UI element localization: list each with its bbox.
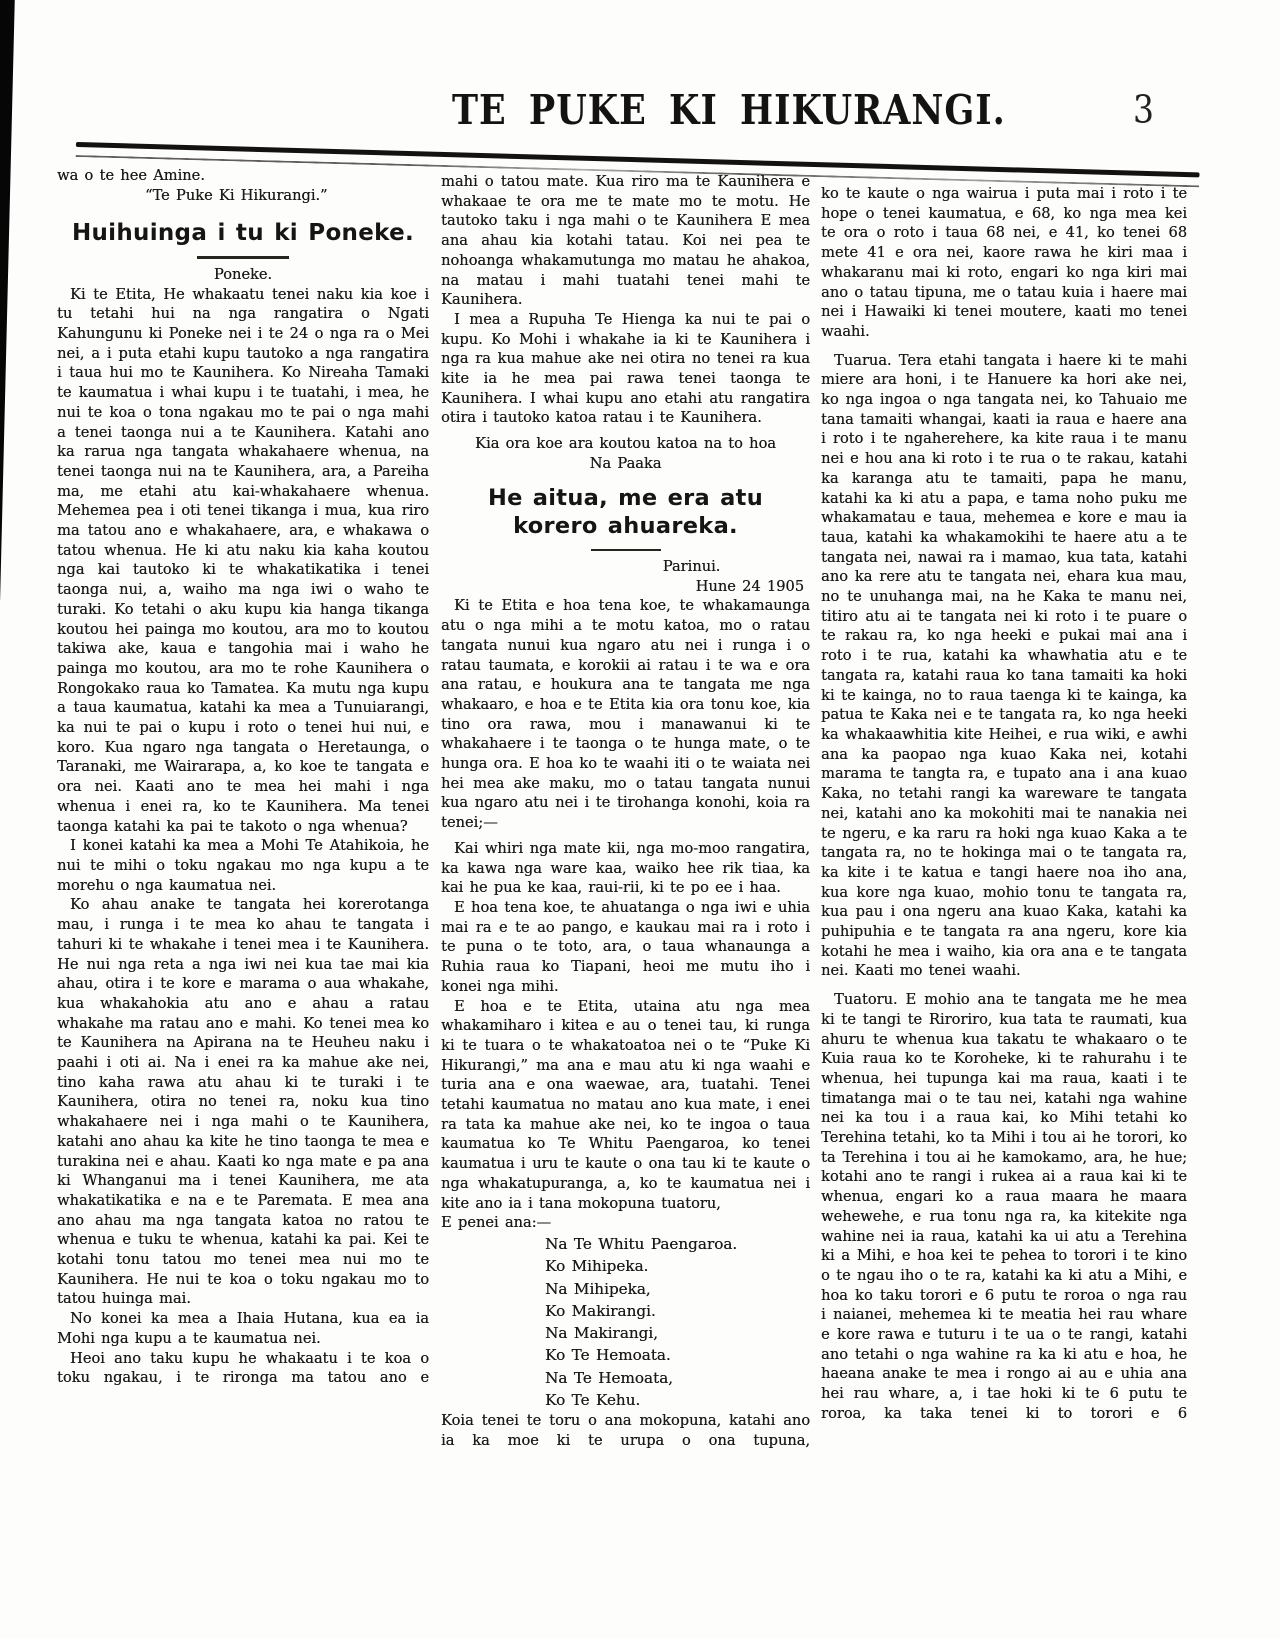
article2-tuarua-paragraph: Tuarua. Tera etahi tangata i haere ki te mahi miere ara honi, i te Hanuere ka hori ake nei, ko nga ingoa o nga tangata nei, ko Tahuaio me tana tamaiti whangai, kaati ia raua e haere ana i roto i te ngaherehere, ka kite raua i te manu nei e hou ana ki roto i te rua o te rakau, katahi ka karanga atu te tamaiti, papa he manu, katahi ka ki atu a papa, e tama noho puku me whakamatau e taua, mehemea e kore e mau ia taua, katahi ka whakamokihi te haere atu a te tangata nei, nawai ra i mamao, kua tata, katahi ano ka rere atu te tangata nei, ehara kua mau, no te unuhanga mai, na he Kaka te manu nei, titiro atu ai te tangata nei ki roto i te puare o te rakau ra, ko nga heeki e pukai mai ana i roto i te rua, katahi ka whawhatia atu e te tangata ra, katahi raua ko tana tamaiti ka hoki ki te kainga, no to raua taenga ki te kainga, ka patua te Kaka nei e te tangata ra, ko nga heeki ka whakaawhitia kite Heihei, e rua wiki, e awhi ana ka paopao nga kuao Kaka nei, kotahi marama te tangta ra, e tupato ana i ana kuao Kaka, no tetahi rangi ka wareware te tangata nei, katahi ano ka mokohiti mai te nanakia nei te ngeru, e ka raru ra hoki nga kuao Kaka a te tangata ra, no te hokinga mai o te tangata ra, ka kite i te katua e tangi haere noa iho ana, kua kore nga kuao, mohio tonu te tangata ra, kua pau i ona ngeru ana kuao Kaka, katahi ka puhipuhia e te tangata ra ana ngeru, kore kia kotahi he mea i waiho, kia ora ana e te tangata nei. Kaati mo tenei waahi. [821, 351, 1187, 980]
article2-paragraph: E hoa e te Etita, utaina atu nga mea whakamiharo i kitea e au o tenei tau, ki runga ki te tuara o te whakatoatoa nei o te “Puke Ki Hikurangi,” ma ana e mau atu ki nga waahi e turia ana e ona waewae, ara, tuatahi. Tenei tetahi kaumatua no matau ano kua mate, i enei ra tata ka mahue ake nei, ko te ingoa o taua kaumatua ko Te Whitu Paengaroa, ko tenei kaumatua i uru te kaute o ona tau ki te kaute o nga whakatupuranga, a, ko te kaumatua nei i kite ano ia i tana mokopuna tuatoru, [441, 997, 810, 1212]
article1-paragraph: Ko ahau anake te tangata hei korerotanga mau, i runga i te mea ko ahau te tangata i tahuri ki te whakahe i tenei mea i te Kaunihera. He nui nga reta a nga iwi nei kua tae mai kia ahau, otira i te kore e marama o aua whakahe, kua whakahokia atu ano e ahau a ratau whakahe ma ratau ano e mahi. Ko tenei mea ko te Kaunihera na Apirana na te Heuheu naku i paahi i oti ai. Na i enei ra ka mahue ake nei, tino kaha rawa atu ahau ki te turaki i te Kaunihera, otira no tenei ra, noku kua tino whakahaere nei i nga mahi o te Kaunihera, katahi ano ahau ka kite he tino taonga te mea e turakina nei e ahau. Kaati ko nga mate e pa ana ki Whanganui ma i tenei Kaunihera, me ata whakatikatika e na e te Paremata. E mea ana ano ahau ma nga tangata katoa no ratou te whenua e tuku te whenua, katahi ka pai. Kei te kotahi tonu tatou mo tenei mea nui mo te Kaunihera. He nui te koa o toku ngakau mo to tatou huinga mai. [57, 896, 429, 1308]
article1-continuation-paragraph: I mea a Rupuha Te Hienga ka nui te pai o kupu. Ko Mohi i whakahe ia ki te Kaunihera i nga ra kua mahue ake nei otira no tenei ra kua kite ia he mea pai rawa tenei taonga te Kaunihera. I whai kupu ano etahi atu rangatira otira i tautoko katoa ratau i te Kaunihera. [441, 310, 810, 427]
carryover-line: wa o te hee Amine. [57, 167, 205, 184]
scan-artifact-bar [0, 0, 15, 600]
article1-paragraph: No konei ka mea a Ihaia Hutana, kua ea ia Mohi nga kupu a te kaumatua nei. [57, 1310, 429, 1347]
article2-waiata-paragraph: Kai whiri nga mate kii, nga mo-moo rangatira, ka kawa nga ware kaa, waiko hee rik tiaa, ka kai he pua ke kaa, raui-rii, ki te po ee i haa. [441, 839, 810, 897]
genealogy-line: Na Makirangi, [545, 1324, 658, 1343]
article1-heading-rule [197, 256, 289, 259]
article2-tuatoru-paragraph: Tuatoru. E mohio ana te tangata me he mea ki te tangi te Riroriro, kua tata te raumati, kua ahuru te whenua kua takatu te whakaaro o te Kuia raua ko te Koroheke, ki te rahurahu i te whenua, hei tupunga kai ma raua, kaati i te timatanga mai o te tau nei, katahi nga wahine nei ka tou i a raua kai, ko Mihi tetahi ko Terehina tetahi, ko ta Mihi i tou ai he torori, ko ta Terehina i tou ai he kamokamo, ara, he hue; kotahi ano te rangi i rukea ai a raua kai ki te whenua, engari ko a raua maara he maara wehewehe, e rua tonu nga ra, ka kitekite nga wahine nei ia raua, katahi ka ui atu a Terehina ki a Mihi, e hoa kei te pehea to torori i te kino o te ngau iho o te ra, katahi ka ki atu a Mihi, e hoa ko taku torori e 6 putu te roroa o nga rau i naianei, mehemea ki te meatia hei rau whare e kore rawa e tuturu i te ua o te rangi, katahi ano tetahi o nga wahine ra ka ki atu e hoa, he haeana anake te mea i rongo ai au e uhia ana hei rau whare, a, i tae hoki ki te 6 putu te roroa, ka taka tenei ki to torori e 6 [821, 991, 1187, 1422]
article1-paragraph-continues: Heoi ano taku kupu he whakaatu i te koa o toku ngakau, i te rironga ma tatou ano e [57, 1349, 429, 1387]
genealogy-line: Na Mihipeka, [545, 1279, 651, 1298]
column-right [821, 184, 1187, 1424]
article2-placeline: Parinui. [662, 558, 721, 576]
genealogy-line: Ko Mihipeka. [545, 1257, 649, 1276]
article2-paragraph: Ki te Etita e hoa tena koe, te whakamaunga atu o nga mihi a te motu katoa, mo o ratau tangata nunui kua ngaro atu nei i runga i o ratau taumata, e korokii ai ratau i te wa e ora ana ratau, e houkura ana te tangata me nga whakaaro, e hoa e te Etita kia ora tonu koe, kia tino ora rawa, mou i manawanui ki te whakahaere i te taonga o te hunga mate, o te hunga ora. E hoa ko te waahi iti o te waiata nei hei mea ake maku, mo o tatau tangata nunui kua ngaro atu nei i te tirohanga konohi, koia ra tenei;— [441, 597, 810, 832]
genealogy-line: Na Te Whitu Paengaroa. [545, 1234, 738, 1253]
genealogy-line: Na Te Hemoata, [545, 1368, 673, 1387]
masthead-title: TE PUKE KI HIKURANGI. [452, 86, 1006, 135]
article2-paragraph-continues: Koia tenei te toru o ana mokopuna, katahi ano ia ka moe ki te urupa o ona tupuna, [441, 1412, 810, 1450]
page-number: 3 [1133, 87, 1154, 132]
article1-paragraph: Ki te Etita, He whakaatu tenei naku kia koe i tu tetahi hui na nga rangatira o Ngati Kahungunu ki Poneke nei i te 24 o nga ra o Mei nei, a i puta etahi kupu tautoko a nga rangatira i taua hui mo te Kaunihera. Ko Nireaha Tamaki te kaumatua i whai kupu i te tuatahi, i mea, he nui te koa o tona ngakau mo te pai o nga mahi a tenei taonga nui a te Kaunihera. Katahi ano ka rarua nga tangata whakahaere whenua, na tenei taonga nui na te Kaunihera, ara, a Pareiha ma, me etahi atu kai-whakahaere whenua. Mehemea pea i oti tenei tikanga i mua, kua riro ma tatou ano e whakahaere, ara, e whakawa o tatou whenua. He ki atu naku kia kaha koutou nga kai tautoko ki te whakatikatika i tenei taonga nui, a, waiho ma nga iwi o waho te turaki. Ko tetahi o aku kupu kia hanga tikanga koutou hei painga mo koutou, ara mo to koutou takiwa ake, kaua e tangohia mai i waho he painga mo koutou, ara mo te rohe Kaunihera o Rongokako raua ko Tamatea. Ka mutu nga kupu a taua kaumatua, katahi ka mea a Tunuiarangi, ka nui te pai o kupu i roto o tenei hui nui, e koro. Kua ngaro nga tangata o Heretaunga, o Taranaki, me Wairarapa, a, ko koe te tangata e ora nei. Kaati ano te mea hei mahi i nga whenua i enei ra, ko te Kaunihera. Ma tenei taonga katahi ka pai te takoto o nga whenua? [57, 285, 429, 835]
genealogy-intro-line: E penei ana:— [441, 1214, 552, 1232]
article1-signoff-line: Kia ora koe ara koutou katoa na to hoa [475, 435, 776, 453]
article1-signature: Na Paaka [589, 454, 662, 472]
article1-continuation-paragraph: mahi o tatou mate. Kua riro ma te Kaunihera e whakaae te ora me te mate mo te motu. He tautoko taku i nga mahi o te Kaunihera E mea ana ahau kia kotahi tatau. Koi nei pea te nohoanga whakamutunga mo matau he ahakoa, na matau i mahi tuatahi tenei mahi te Kaunihera. [441, 173, 810, 309]
article1-dateline: Poneke. [213, 265, 273, 283]
genealogy-list [441, 1233, 810, 1411]
column-left [57, 166, 429, 1388]
paper-name-quote-line: “Te Puke Ki Hikurangi.” [145, 186, 328, 204]
genealogy-line: Ko Te Kehu. [545, 1391, 641, 1410]
article2-heading-rule [591, 549, 661, 552]
article2-paragraph: E hoa tena koe, te ahuatanga o nga iwi e uhia mai ra e te ao pango, e kaukau mai ra i roto i te puna o te toto, ara, o taua whanaunga a Ruhia raua ko Tiapani, heoi me mutu iho i konei nga mihi. [441, 899, 810, 995]
genealogy-line: Ko Te Hemoata. [545, 1346, 671, 1365]
genealogy-line: Ko Makirangi. [545, 1301, 656, 1320]
article2-continuation-paragraph: ko te kaute o nga wairua i puta mai i roto i te hope o tenei kaumatua, e 68, ko nga mea kei te ora o roto i taua 68 nei, e 41, ko tenei 68 mete 41 e ora nei, kaore rawa he kiri maa i whakaranu mai ki roto, engari ko nga kiri mai ano o tatau tipuna, me o tatau kuia i haere mai nei i Hawaiki ki tenei moutere, kaati mo tenei waahi. [821, 185, 1187, 340]
column-middle [441, 172, 810, 1451]
article1-heading: Huihuinga i tu ki Poneke. [71, 220, 415, 247]
article1-paragraph: I konei katahi ka mea a Mohi Te Atahikoia, he nui te mihi o toku ngakau mo nga kupu a te morehu o nga kaumatua nei. [57, 837, 429, 894]
article2-heading: He aitua, me era atu korero ahuareka. [487, 484, 764, 539]
article2-dateline: Hune 24 1905 [695, 577, 804, 595]
